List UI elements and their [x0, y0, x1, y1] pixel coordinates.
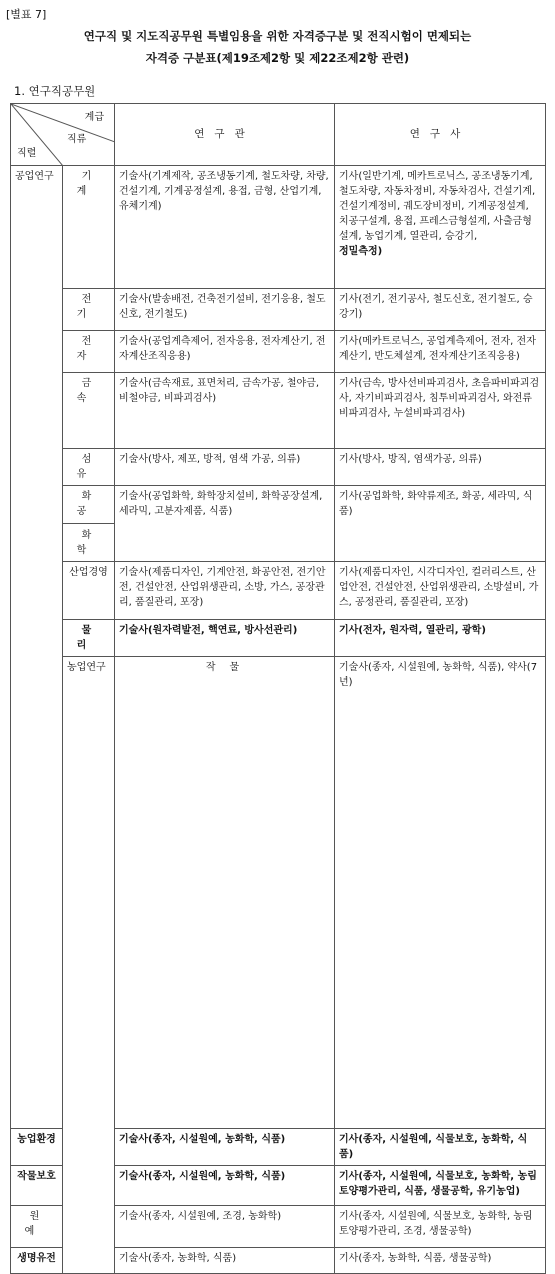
header-diagonal-cell [11, 104, 115, 166]
officer-metal: 기술사(금속재료, 표면처리, 금속가공, 철야금, 비철야금, 비파괴검사) [115, 373, 335, 449]
document-title-line2: 자격증 구분표(제19조제2항 및 제22조제2항 관련) [145, 51, 410, 65]
researcher-metal: 기사(금속, 방사선비파괴검사, 초음파비파괴검사, 자기비파괴검사, 침투비파괴검사, 와전류비파괴검사, 누설비파괴검사) [335, 373, 546, 449]
officer-plant-protect: 기술사(종자, 시설원예, 농화학, 식품) [115, 1166, 335, 1206]
table-row [11, 289, 546, 331]
researcher-chemistry: 기사(공업화학, 화약류제조, 화공, 세라믹, 식품) [335, 486, 546, 562]
qualification-table [10, 103, 546, 1274]
table-row [11, 657, 546, 1129]
officer-textile: 기술사(방사, 제포, 방적, 염색 가공, 의류) [115, 449, 335, 486]
field-machinery: 기계 [63, 166, 115, 289]
header-researcher: 연구사 [335, 104, 546, 166]
field-plant-protect: 작물보호 [11, 1166, 63, 1206]
header-row [11, 104, 546, 166]
officer-electric: 기술사(발송배전, 건축전기설비, 전기응용, 철도신호, 전기철도) [115, 289, 335, 331]
officer-agri-env: 기술사(종자, 시설원예, 농화학, 식품) [115, 1129, 335, 1166]
researcher-industrial-mgmt: 기사(제품디자인, 시각디자인, 컬러리스트, 산업안전, 건설안전, 산업위생관리, 소방설비, 가스, 공정관리, 품질관리, 포장) [335, 562, 546, 620]
researcher-plant-protect: 기사(종자, 시설원예, 식물보호, 농화학, 농림토양평가관리, 식품, 생물공학, 유기농업) [335, 1166, 546, 1206]
field-physics: 물리 [63, 620, 115, 657]
field-horticulture: 원예 [11, 1206, 63, 1248]
field-chemistry: 화공 화학 [63, 486, 115, 562]
table-row [11, 166, 546, 289]
officer-bio-genetics: 기술사(종자, 농화학, 식품) [115, 1248, 335, 1274]
table-row [11, 449, 546, 486]
field-industrial-mgmt: 산업경영 [63, 562, 115, 620]
researcher-agri-env: 기사(종자, 시설원예, 식물보호, 농화학, 식품) [335, 1129, 546, 1166]
officer-machinery: 기술사(기계제작, 공조냉동기계, 철도차량, 차량, 건설기계, 기계공정설계, 용접, 금형, 산업기계, 유체기계) [115, 166, 335, 289]
table-row [11, 562, 546, 620]
researcher-horticulture: 기사(종자, 시설원예, 식물보호, 농화학, 농림토양평가관리, 조경, 생물공학) [335, 1206, 546, 1248]
header-series: 직류 [67, 134, 87, 145]
researcher-electronic: 기사(메카트로닉스, 공업계측제어, 전자, 전자계산기, 반도체설계, 전자계산기조직응용) [335, 331, 546, 373]
researcher-physics: 기사(전자, 원자력, 열관리, 광학) [335, 620, 546, 657]
document-label: [별표 7] [6, 8, 47, 21]
category-agriculture: 농업연구 [63, 657, 115, 1274]
category-industrial: 공업연구 [11, 166, 63, 1129]
field-metal: 금속 [63, 373, 115, 449]
table-row [11, 486, 546, 562]
header-researcher-officer: 연구관 [115, 104, 335, 166]
officer-industrial-mgmt: 기술사(제품디자인, 기계안전, 화공안전, 전기안전, 건설안전, 산업위생관리, 소방, 가스, 공장관리, 품질관리, 포장) [115, 562, 335, 620]
researcher-electric: 기사(전기, 전기공사, 철도신호, 전기철도, 승강기) [335, 289, 546, 331]
officer-physics: 기술사(원자력발전, 핵연료, 방사선관리) [115, 620, 335, 657]
header-grade: 계급 [84, 112, 104, 123]
officer-electronic: 기술사(공업계측제어, 전자응용, 전자계산기, 전자계산조직응용) [115, 331, 335, 373]
field-agri-env: 농업환경 [11, 1129, 63, 1166]
field-crop: 작물 [115, 657, 335, 1129]
officer-horticulture: 기술사(종자, 시설원예, 조경, 농화학) [115, 1206, 335, 1248]
field-electric: 전기 [63, 289, 115, 331]
header-job-group: 직렬 [17, 148, 37, 159]
table-row [11, 373, 546, 449]
researcher-bio-genetics: 기사(종자, 농화학, 식품, 생물공학) [335, 1248, 546, 1274]
section-title: 1. 연구직공무원 [14, 84, 96, 98]
officer-crop: 기술사(종자, 시설원예, 농화학, 식품), 약사(7년) [335, 657, 546, 1129]
researcher-machinery: 기사(일반기계, 메카트로닉스, 공조냉동기계, 철도차량, 자동차정비, 자동차검사, 건설기계, 건설기계정비, 궤도장비정비, 기계공정설계, 치공구설계, 용접, 프레스금형설계, 사출금형설계, 농업기계, 열관리, 승강기, 정밀측정) [335, 166, 546, 289]
field-textile: 섬유 [63, 449, 115, 486]
table-row [11, 620, 546, 657]
researcher-textile: 기사(방사, 방직, 염색가공, 의류) [335, 449, 546, 486]
document-title-line1: 연구직 및 지도직공무원 특별임용을 위한 자격증구분 및 전직시험이 면제되는 [83, 29, 472, 43]
officer-chemistry: 기술사(공업화학, 화학장치설비, 화학공장설계, 세라믹, 고분자제품, 식품) [115, 486, 335, 562]
field-electronic: 전자 [63, 331, 115, 373]
field-bio-genetics: 생명유전 [11, 1248, 63, 1274]
table-row [11, 331, 546, 373]
